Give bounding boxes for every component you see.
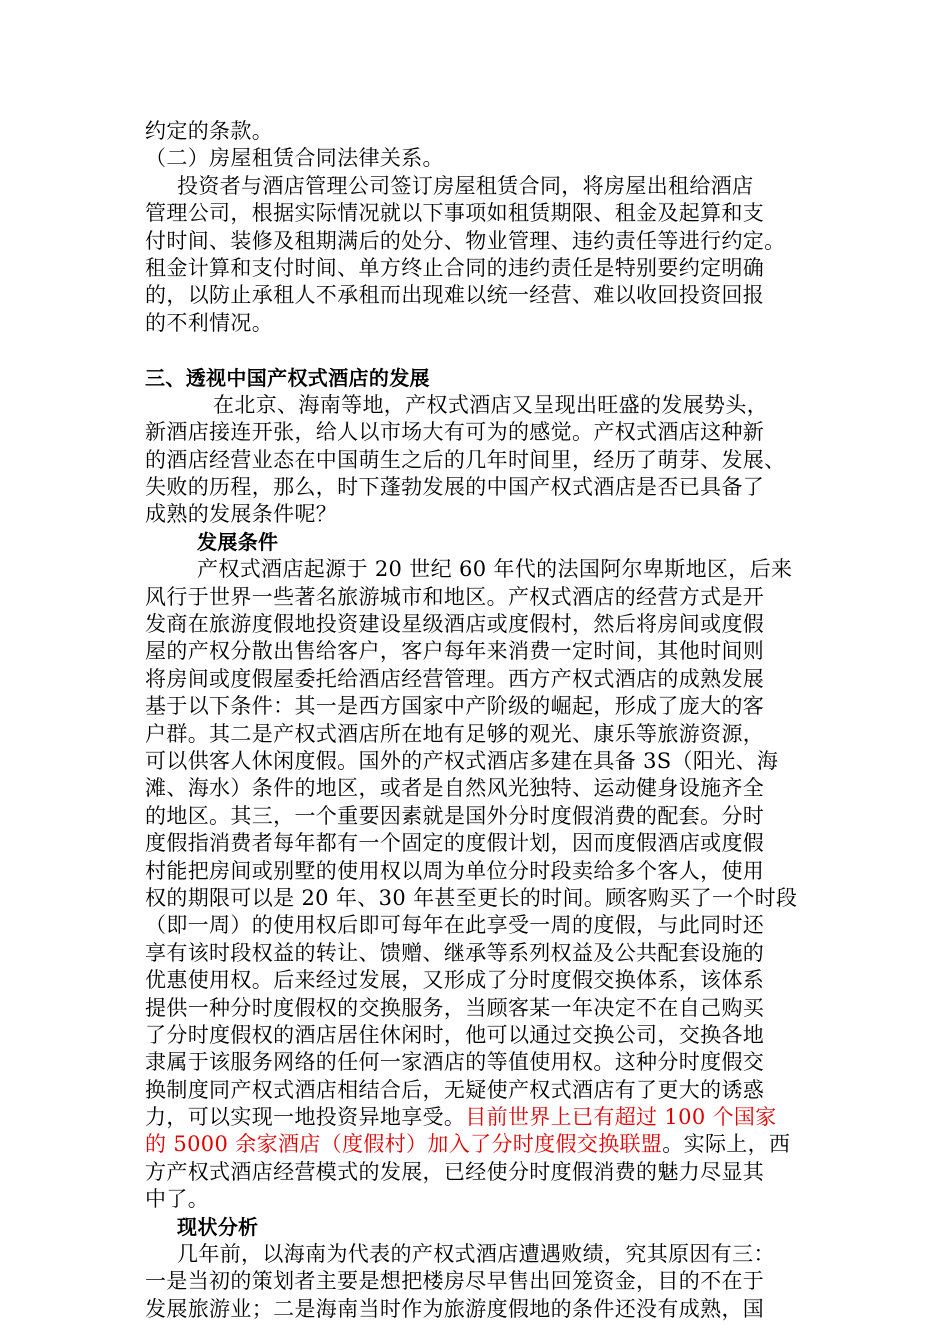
paragraph-line [145,1131,825,1158]
paragraph-line: 优惠使用权。后来经过发展，又形成了分时度假交换体系，该体系 [145,968,765,993]
paragraph-line: 付时间、装修及租期满后的处分、物业管理、违约责任等进行约定。 [145,228,786,253]
paragraph-line: 成熟的发展条件呢？ [145,502,338,527]
paragraph-line: 在北京、海南等地，产权式酒店又呈现出旺盛的发展势头， [213,392,769,417]
section-subtitle: （二）房屋租赁合同法律关系。 [145,146,444,171]
line-text: 。实际上，西 [662,1132,791,1157]
paragraph-line: 度假指消费者每年都有一个固定的度假计划，因而度假酒店或度假 [145,831,765,856]
paragraph-line: 屋的产权分散出售给客户，客户每年来消费一定时间，其他时间则 [145,639,765,664]
paragraph-line: 发商在旅游度假地投资建设星级酒店或度假村，然后将房间或度假 [145,612,765,637]
paragraph-line: 换制度同产权式酒店相结合后，无疑使产权式酒店有了更大的诱惑 [145,1077,765,1102]
paragraph-line [145,1104,825,1131]
paragraph-line: 可以供客人休闲度假。国外的产权式酒店多建在具备 3S（阳光、海 [145,748,779,773]
paragraph-line: 方产权式酒店经营模式的发展，已经使分时度假消费的魅力尽显其 [145,1159,765,1184]
subheading-status: 现状分析 [177,1214,259,1239]
paragraph-line: 基于以下条件：其一是西方国家中产阶级的崛起，形成了庞大的客 [145,694,765,719]
paragraph-line: 一是当初的策划者主要是想把楼房尽早售出回笼资金，目的不在于 [145,1269,765,1294]
paragraph-line: 权的期限可以是 20 年、30 年甚至更长的时间。顾客购买了一个时段 [145,885,798,910]
paragraph-line: 投资者与酒店管理公司签订房屋租赁合同，将房屋出租给酒店 [177,173,754,198]
paragraph-line: 管理公司，根据实际情况就以下事项如租赁期限、租金及起算和支 [145,201,765,226]
paragraph-line: 新酒店接连开张，给人以市场大有可为的感觉。产权式酒店这种新 [145,420,765,445]
paragraph-line: 的酒店经营业态在中国萌生之后的几年时间里，经历了萌芽、发展、 [145,447,786,472]
paragraph-line: 失败的历程，那么，时下蓬勃发展的中国产权式酒店是否已具备了 [145,475,765,500]
paragraph-line: 产权式酒店起源于 20 世纪 60 年代的法国阿尔卑斯地区，后来 [197,557,793,582]
paragraph-line: 隶属于该服务网络的任何一家酒店的等值使用权。这种分时度假交 [145,1050,765,1075]
line-text: 力，可以实现一地投资异地享受。 [145,1105,466,1130]
paragraph-line: 户群。其二是产权式酒店所在地有足够的观光、康乐等旅游资源， [145,721,765,746]
subheading-conditions: 发展条件 [197,529,279,554]
paragraph-line: 的，以防止承租人不承租而出现难以统一经营、难以收回投资回报 [145,283,765,308]
paragraph-line: 几年前，以海南为代表的产权式酒店遭遇败绩，究其原因有三： [177,1242,775,1267]
paragraph-line: 租金计算和支付时间、单方终止合同的违约责任是特别要约定明确 [145,255,765,280]
paragraph-line: 提供一种分时度假权的交换服务，当顾客某一年决定不在自己购买 [145,995,765,1020]
paragraph-line: 约定的条款。 [145,119,274,143]
paragraph-line: 了分时度假权的酒店居住休闲时，他可以通过交换公司，交换各地 [145,1022,765,1047]
paragraph-line: 将房间或度假屋委托给酒店经营管理。西方产权式酒店的成熟发展 [145,666,765,691]
highlighted-text: 的 5000 余家酒店（度假村）加入了分时度假交换联盟 [145,1132,663,1157]
highlighted-text: 目前世界上已有超过 100 个国家 [465,1105,777,1130]
paragraph-line: 的地区。其三，一个重要因素就是国外分时度假消费的配套。分时 [145,803,765,828]
paragraph-line: 风行于世界一些著名旅游城市和地区。产权式酒店的经营方式是开 [145,584,765,609]
paragraph-line: （即一周）的使用权后即可每年在此享受一周的度假，与此同时还 [145,913,765,938]
document-body [145,118,825,1323]
paragraph-line: 的不利情况。 [145,310,274,335]
section-heading: 三、透视中国产权式酒店的发展 [145,365,430,390]
paragraph-line: 村能把房间或别墅的使用权以周为单位分时段卖给多个客人，使用 [145,858,765,883]
blank-line [145,337,825,364]
paragraph-line: 中了。 [145,1187,210,1212]
paragraph-line: 发展旅游业；二是海南当时作为旅游度假地的条件还没有成熟，国 [145,1296,765,1321]
paragraph-line: 享有该时段权益的转让、馈赠、继承等系列权益及公共配套设施的 [145,940,765,965]
paragraph-line: 滩、海水）条件的地区，或者是自然风光独特、运动健身设施齐全 [145,776,765,801]
